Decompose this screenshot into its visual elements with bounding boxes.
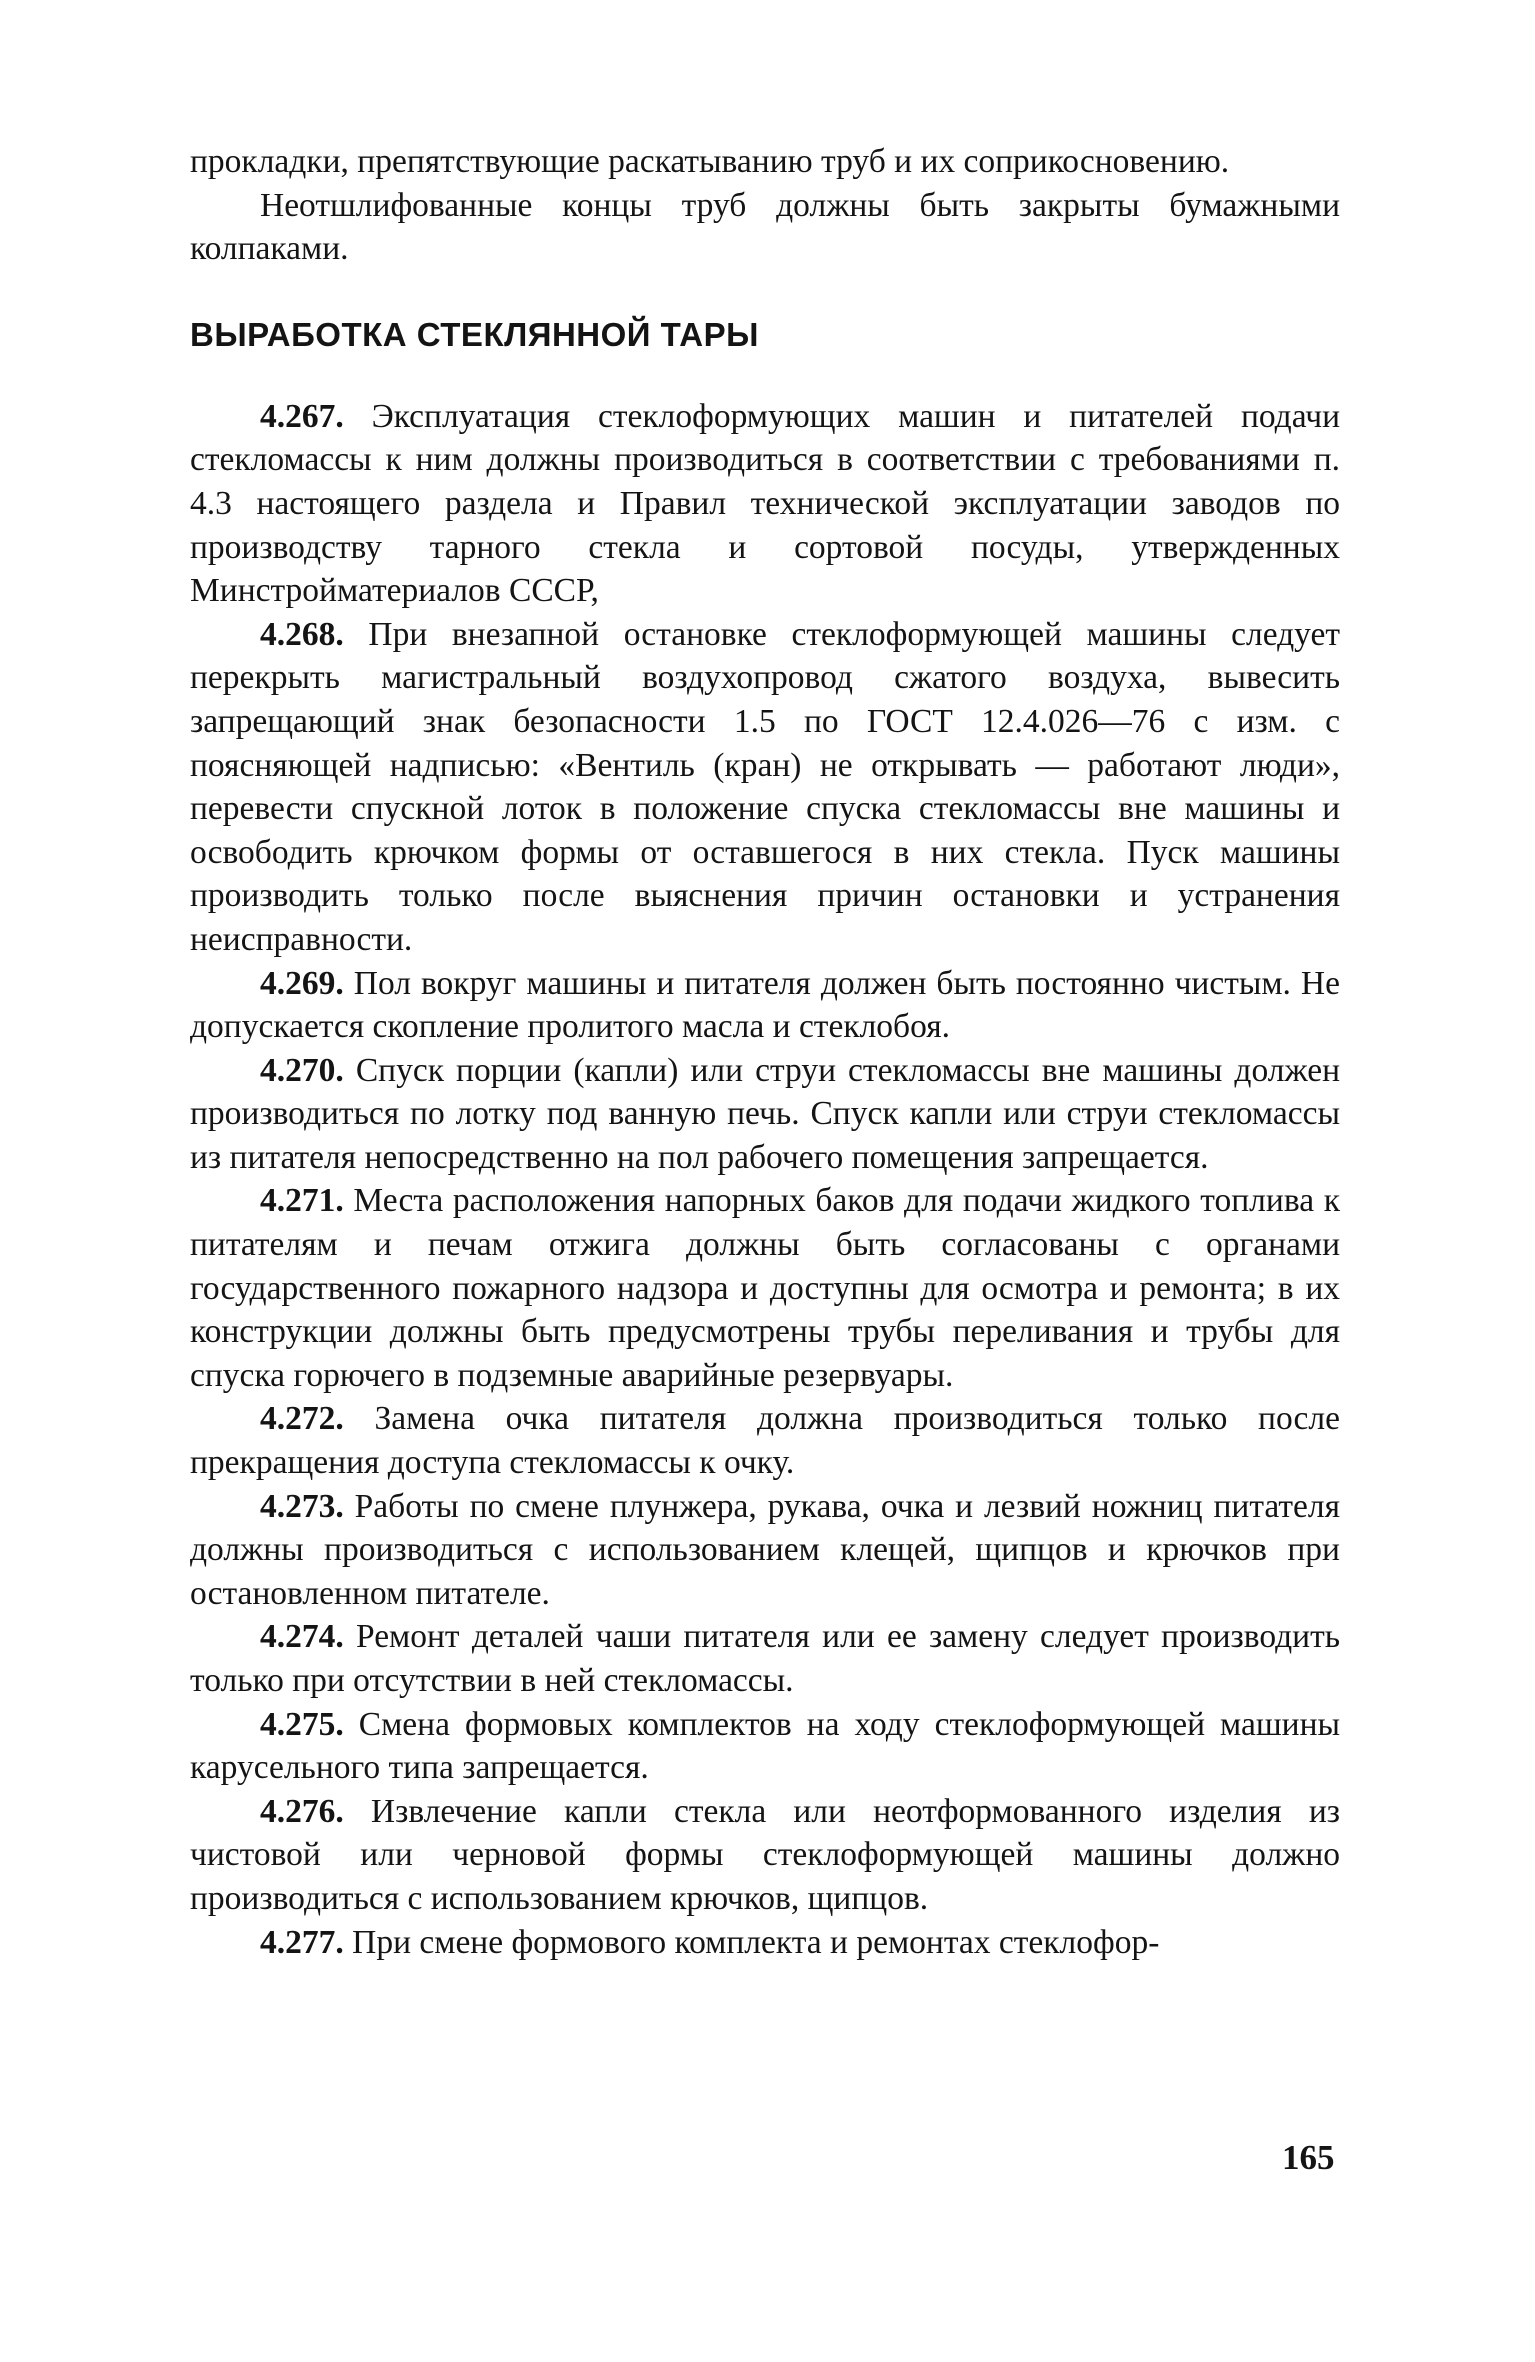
paragraph-4-273 bbox=[190, 1485, 1340, 1616]
item-number: 4.274. bbox=[260, 1618, 344, 1656]
item-number: 4.269. bbox=[260, 964, 344, 1002]
item-number: 4.268. bbox=[260, 615, 344, 653]
paragraph-4-274 bbox=[190, 1615, 1340, 1702]
intro-paragraph-2: Неотшлифованные концы труб должны быть закрыты бумажными колпаками. bbox=[190, 186, 1340, 268]
paragraph-4-277 bbox=[190, 1921, 1340, 1965]
page-number: 165 bbox=[1282, 2138, 1335, 2177]
item-text: Замена очка питателя должна производиться только после прекращения доступа стекломассы к очку. bbox=[190, 1400, 1340, 1482]
section-heading: ВЫРАБОТКА СТЕКЛЯННОЙ ТАРЫ bbox=[190, 315, 759, 353]
item-text: Работы по смене плунжера, рукава, очка и лезвий ножниц питателя должны производиться с использованием клещей, щипцов и крючков при остановленном питателе. bbox=[190, 1487, 1340, 1612]
item-text: При внезапной остановке стеклоформующей машины следует перекрыть магистральный воздухопровод сжатого воздуха, вывесить запрещающий знак безопасности 1.5 по ГОСТ 12.4.026—76 с изм. с поясняющей надписью: «Вентиль (кран) не открывать — работают люди», перевести спускной лоток в положение спуска стекломассы вне машины и освободить крючком формы от оставшегося в них стекла. Пуск машины производить только после выяснения причин остановки и устранения неисправности. bbox=[190, 615, 1340, 958]
paragraph-4-272 bbox=[190, 1397, 1340, 1484]
item-number: 4.270. bbox=[260, 1051, 344, 1089]
item-number: 4.267. bbox=[260, 397, 344, 435]
item-text: Места расположения напорных баков для подачи жидкого топлива к питателям и печам отжига должны быть согласованы с органами государственного пожарного надзора и доступны для осмотра и ремонта; в их конструкции должны быть предусмотрены трубы переливания и трубы для спуска горючего в подземные аварийные резервуары. bbox=[190, 1182, 1340, 1394]
item-text: При смене формового комплекта и ремонтах стеклофор- bbox=[352, 1923, 1160, 1961]
page-body bbox=[190, 140, 1340, 1964]
item-text: Извлечение капли стекла или неотформованного изделия из чистовой или черновой формы стеклоформующей машины должно производиться с использованием крючков, щипцов. bbox=[190, 1792, 1340, 1917]
item-number: 4.277. bbox=[260, 1923, 344, 1961]
item-text: Эксплуатация стеклоформующих машин и питателей подачи стекломассы к ним должны производиться в соответствии с требованиями п. 4.3 настоящего раздела и Правил технической эксплуатации заводов по производству тарного стекла и сортовой посуды, утвержденных Минстройматериалов СССР, bbox=[190, 397, 1340, 610]
paragraph-4-271 bbox=[190, 1179, 1340, 1397]
item-text: Смена формовых комплектов на ходу стеклоформующей машины карусельного типа запрещается. bbox=[190, 1705, 1341, 1787]
item-number: 4.271. bbox=[260, 1182, 344, 1220]
paragraph-4-269 bbox=[190, 962, 1340, 1049]
item-number: 4.276. bbox=[260, 1792, 344, 1830]
paragraph-4-276 bbox=[190, 1790, 1340, 1921]
paragraph-4-267 bbox=[190, 395, 1340, 613]
paragraph-4-275 bbox=[190, 1703, 1340, 1790]
paragraph-4-270 bbox=[190, 1049, 1340, 1180]
item-text: Пол вокруг машины и питателя должен быть постоянно чистым. Не допускается скопление пролитого масла и стеклобоя. bbox=[190, 964, 1340, 1046]
item-text: Спуск порции (капли) или струи стекломассы вне машины должен производиться по лотку под ванную печь. Спуск капли или струи стекломассы из питателя непосредственно на пол рабочего помещения запрещается. bbox=[190, 1051, 1340, 1176]
item-number: 4.272. bbox=[260, 1400, 344, 1438]
item-number: 4.275. bbox=[260, 1705, 344, 1743]
intro-paragraph-1: прокладки, препятствующие раскатыванию труб и их соприкосновению. bbox=[190, 143, 1230, 180]
paragraph-4-268 bbox=[190, 613, 1340, 962]
item-text: Ремонт деталей чаши питателя или ее замену следует производить только при отсутствии в ней стекломассы. bbox=[190, 1618, 1340, 1699]
item-number: 4.273. bbox=[260, 1487, 344, 1525]
